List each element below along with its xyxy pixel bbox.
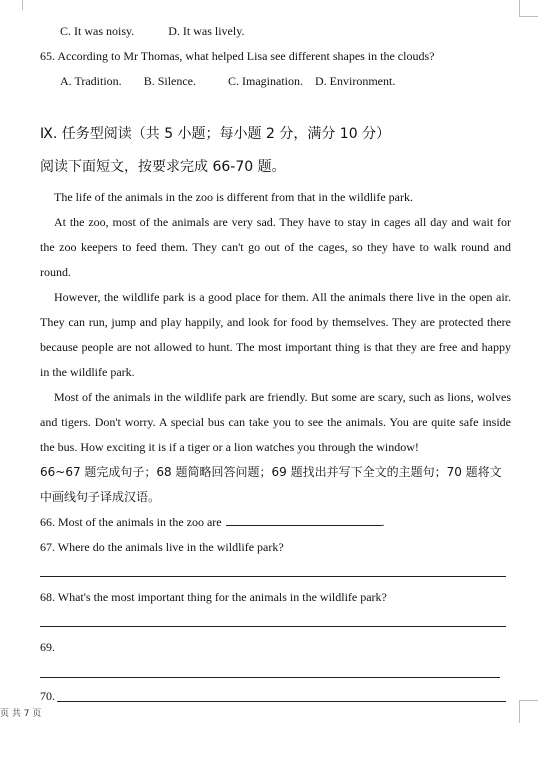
q66-period: . (381, 515, 385, 529)
reading-passage (40, 185, 511, 460)
crop-mark-bottom-right (519, 700, 538, 723)
passage-paragraph: However, the wildlife park is a good place for them. All the animals there live in the open air. They can run, jump and play happily, and look for food by themselves. They are protected there because people are not allowed to hunt. The most important thing is that they are free and happy in the wildlife park. (40, 290, 511, 379)
passage-paragraph: At the zoo, most of the animals are very sad. They have to stay in cages all day and wait for the zoo keepers to feed them. They can't go out of the cages, so they have to walk round and round. (40, 215, 511, 279)
q65-option-b: B. Silence. (143, 74, 197, 88)
page-footer: 页 共 7 页 (0, 709, 42, 719)
q65-option-a: A. Tradition. (60, 74, 122, 88)
section-instruction: 阅读下面短文，按要求完成 66-70 题。 (40, 159, 286, 175)
q70-prompt: 70. (40, 689, 55, 703)
crop-mark-top-left (22, 0, 23, 10)
q67-prompt: 67. Where do the animals live in the wildlife park? (40, 540, 284, 554)
q65-stem: 65. According to Mr Thomas, what helped Lisa see different shapes in the clouds? (40, 49, 435, 63)
q65-option-c: C. Imagination. (228, 74, 304, 88)
q66-answer-blank[interactable] (226, 514, 382, 526)
q65-options (60, 74, 395, 88)
passage-paragraph: The life of the animals in the zoo is different from that in the wildlife park. (54, 190, 414, 204)
q66-text: 66. Most of the animals in the zoo are (40, 515, 222, 529)
q68-prompt: 68. What's the most important thing for the animals in the wildlife park? (40, 590, 387, 604)
q64-option-d: D. It was lively. (168, 24, 245, 38)
q70-answer-line[interactable] (57, 701, 506, 702)
q69-answer-line[interactable] (40, 677, 500, 678)
crop-mark-top-right (519, 0, 538, 17)
q66-prompt (40, 514, 385, 529)
q69-prompt: 69. (40, 640, 55, 654)
q68-answer-line[interactable] (40, 626, 506, 627)
section-title: Ⅸ. 任务型阅读（共 5 小题；每小题 2 分，满分 10 分） (40, 126, 391, 142)
q64-option-c: C. It was noisy. (60, 24, 135, 38)
passage-paragraph: Most of the animals in the wildlife park are friendly. But some are scary, such as lions, wolves and tigers. Don't worry. A special bus can take you to see the animals. You are quite safe inside the bus. How exciting it is if a tiger or a lion watches you through the window! (40, 390, 511, 454)
task-instructions: 66~67 题完成句子；68 题简略回答问题；69 题找出并写下全文的主题句；70 题将文中画线句子译成汉语。 (40, 465, 502, 504)
q65-option-d: D. Environment. (315, 74, 396, 88)
q64-options (60, 24, 244, 38)
q67-answer-line[interactable] (40, 576, 506, 577)
